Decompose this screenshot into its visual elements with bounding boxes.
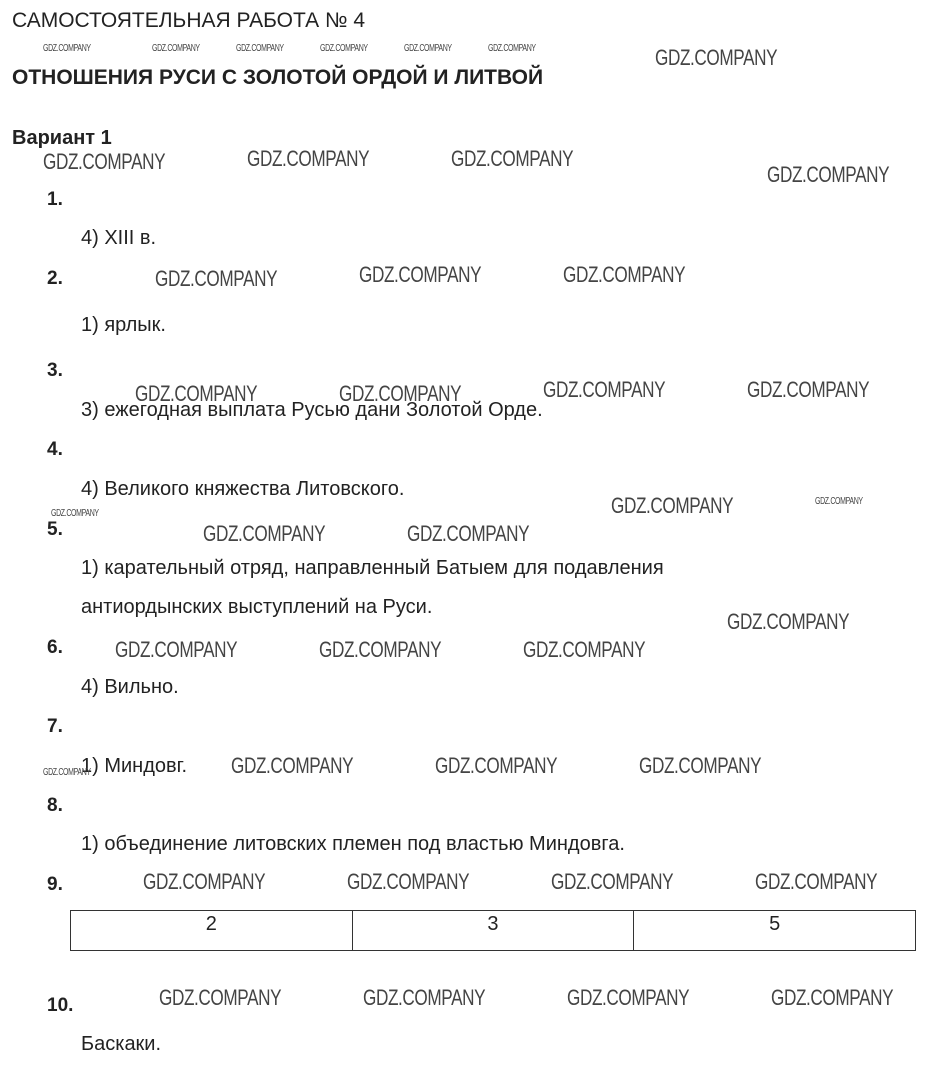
watermark: GDZ.COMPANY <box>115 637 238 662</box>
page-subtitle: ОТНОШЕНИЯ РУСИ С ЗОЛОТОЙ ОРДОЙ И ЛИТВОЙ <box>12 66 544 89</box>
question-number: 4. <box>47 439 63 460</box>
question-number: 3. <box>47 360 63 381</box>
watermark: GDZ.COMPANY <box>611 493 734 518</box>
answer-text: 4) XIII в. <box>81 227 157 249</box>
watermark: GDZ.COMPANY <box>247 146 370 171</box>
watermark: GDZ.COMPANY <box>231 753 354 778</box>
answer-text: 4) Вильно. <box>81 676 179 698</box>
watermark: GDZ.COMPANY <box>767 162 890 187</box>
watermark: GDZ.COMPANY <box>543 377 666 402</box>
question-number: 2. <box>47 268 63 289</box>
watermark: GDZ.COMPANY <box>143 869 266 894</box>
answer-table <box>70 910 916 951</box>
page-title: САМОСТОЯТЕЛЬНАЯ РАБОТА № 4 <box>12 9 366 32</box>
watermark: GDZ.COMPANY <box>404 43 452 54</box>
table-cell: 5 <box>634 911 916 951</box>
watermark: GDZ.COMPANY <box>339 381 462 406</box>
watermark: GDZ.COMPANY <box>563 262 686 287</box>
watermark: GDZ.COMPANY <box>43 43 91 54</box>
watermark: GDZ.COMPANY <box>43 767 91 778</box>
answer-text: 3) ежегодная выплата Русью дани Золотой Орде. <box>81 399 543 421</box>
table-cell: 2 <box>71 911 353 951</box>
watermark: GDZ.COMPANY <box>159 985 282 1010</box>
watermark: GDZ.COMPANY <box>655 45 778 70</box>
question-number: 10. <box>47 995 74 1016</box>
watermark: GDZ.COMPANY <box>727 609 850 634</box>
watermark: GDZ.COMPANY <box>152 43 200 54</box>
question-number: 6. <box>47 637 63 658</box>
answer-text: 1) Миндовг. <box>81 755 188 777</box>
question-number: 7. <box>47 716 63 737</box>
watermark: GDZ.COMPANY <box>451 146 574 171</box>
watermark: GDZ.COMPANY <box>135 381 258 406</box>
watermark: GDZ.COMPANY <box>407 521 530 546</box>
answer-text: 4) Великого княжества Литовского. <box>81 478 405 500</box>
watermark: GDZ.COMPANY <box>815 496 863 507</box>
watermark: GDZ.COMPANY <box>755 869 878 894</box>
question-number: 5. <box>47 519 63 540</box>
watermark: GDZ.COMPANY <box>363 985 486 1010</box>
answer-text: 1) карательный отряд, направленный Батыем для подавления <box>81 557 664 579</box>
answer-text: Баскаки. <box>81 1033 162 1055</box>
table-row <box>71 911 916 951</box>
watermark: GDZ.COMPANY <box>51 508 99 519</box>
watermark: GDZ.COMPANY <box>236 43 284 54</box>
watermark: GDZ.COMPANY <box>567 985 690 1010</box>
question-number: 1. <box>47 189 63 210</box>
question-number: 9. <box>47 874 63 895</box>
watermark: GDZ.COMPANY <box>639 753 762 778</box>
watermark: GDZ.COMPANY <box>771 985 894 1010</box>
watermark: GDZ.COMPANY <box>747 377 870 402</box>
watermark: GDZ.COMPANY <box>155 266 278 291</box>
table-cell: 3 <box>352 911 634 951</box>
watermark: GDZ.COMPANY <box>359 262 482 287</box>
watermark: GDZ.COMPANY <box>523 637 646 662</box>
watermark: GDZ.COMPANY <box>319 637 442 662</box>
question-number: 8. <box>47 795 63 816</box>
watermark: GDZ.COMPANY <box>488 43 536 54</box>
answer-text: 1) объединение литовских племен под властью Миндовга. <box>81 833 625 855</box>
answer-text: 1) ярлык. <box>81 314 166 336</box>
watermark: GDZ.COMPANY <box>347 869 470 894</box>
watermark: GDZ.COMPANY <box>551 869 674 894</box>
watermark: GDZ.COMPANY <box>435 753 558 778</box>
watermark: GDZ.COMPANY <box>43 149 166 174</box>
watermark: GDZ.COMPANY <box>320 43 368 54</box>
watermark: GDZ.COMPANY <box>203 521 326 546</box>
answer-text: антиордынских выступлений на Руси. <box>81 596 433 618</box>
variant-heading: Вариант 1 <box>12 127 112 149</box>
